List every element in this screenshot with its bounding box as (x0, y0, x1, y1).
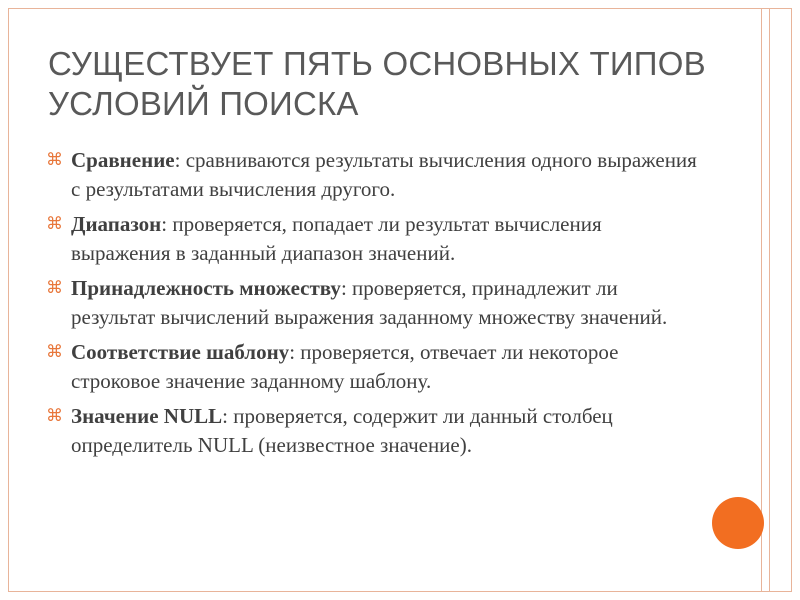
list-item (46, 338, 706, 396)
bullet-icon: ⌘ (46, 278, 63, 298)
list-item (46, 146, 706, 204)
item-term: Соответствие шаблону (71, 340, 290, 364)
bullet-list (46, 146, 706, 466)
item-text: : проверяется, содержит ли данный столбец определитель NULL (неизвестное значение). (71, 404, 613, 457)
list-item (46, 402, 706, 460)
item-text: : проверяется, попадает ли результат вычисления выражения в заданный диапазон значений. (71, 212, 602, 265)
slide-title: СУЩЕСТВУЕТ ПЯТЬ ОСНОВНЫХ ТИПОВ УСЛОВИЙ ПОИСКА (48, 45, 706, 122)
item-term: Принадлежность множеству (71, 276, 341, 300)
accent-circle-icon (712, 497, 764, 549)
list-item (46, 210, 706, 268)
frame-line-inner (761, 8, 762, 592)
item-term: Значение NULL (71, 404, 223, 428)
item-text: : проверяется, отвечает ли некоторое строковое значение заданному шаблону. (71, 340, 619, 393)
bullet-icon: ⌘ (46, 214, 63, 234)
item-term: Сравнение (71, 148, 175, 172)
item-text: : проверяется, принадлежит ли результат вычислений выражения заданному множеству значений. (71, 276, 668, 329)
bullet-icon: ⌘ (46, 342, 63, 362)
list-item (46, 274, 706, 332)
item-term: Диапазон (71, 212, 162, 236)
bullet-icon: ⌘ (46, 406, 63, 426)
bullet-icon: ⌘ (46, 150, 63, 170)
item-text: : сравниваются результаты вычисления одного выражения с результатами вычисления другого. (71, 148, 697, 201)
frame-line-outer (769, 8, 770, 592)
